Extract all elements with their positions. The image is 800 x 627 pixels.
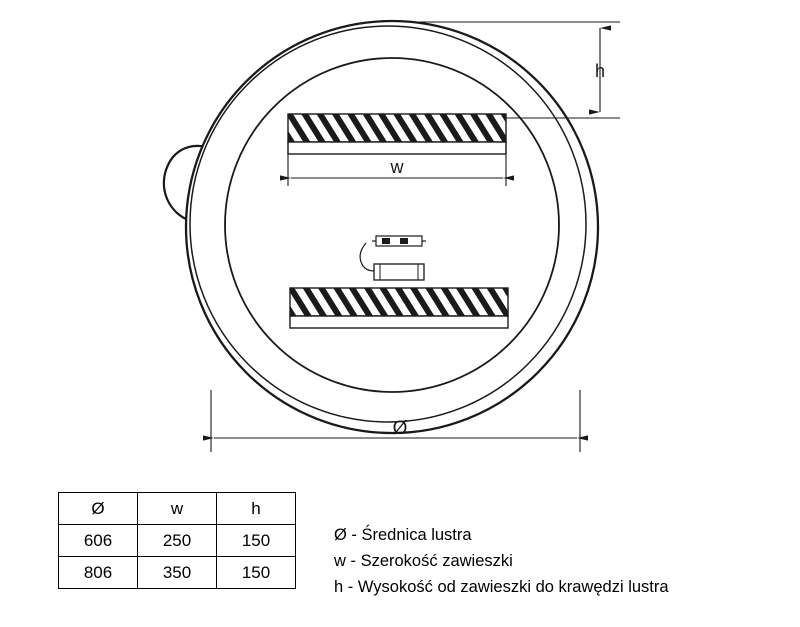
h-label: h bbox=[594, 61, 606, 81]
dimensions-table bbox=[58, 492, 296, 589]
top-strip-hatched bbox=[288, 114, 506, 142]
connector-pin-left bbox=[382, 238, 390, 244]
cell-height: 150 bbox=[217, 525, 296, 557]
driver-box bbox=[374, 264, 424, 280]
bottom-hanger-strip bbox=[290, 288, 508, 328]
connector-pin-right bbox=[400, 238, 408, 244]
w-label: w bbox=[390, 157, 404, 177]
diameter-label: Ø bbox=[392, 418, 408, 439]
legend-item-height: h - Wysokość od zawieszki do krawędzi lustra bbox=[334, 578, 669, 596]
mirror-body bbox=[164, 21, 598, 433]
table-row bbox=[59, 557, 296, 589]
cell-height: 150 bbox=[217, 557, 296, 589]
legend-item-diameter: Ø - Średnica lustra bbox=[334, 526, 472, 544]
cell-width: 350 bbox=[138, 557, 217, 589]
cell-diameter: 606 bbox=[59, 525, 138, 557]
cell-width: 250 bbox=[138, 525, 217, 557]
header-height: h bbox=[217, 493, 296, 525]
bottom-strip-base bbox=[290, 316, 508, 328]
header-diameter: Ø bbox=[59, 493, 138, 525]
mirror-outer-circle bbox=[186, 21, 598, 433]
cell-diameter: 806 bbox=[59, 557, 138, 589]
top-strip-base bbox=[288, 142, 506, 154]
table-header-row bbox=[59, 493, 296, 525]
table-row bbox=[59, 525, 296, 557]
legend-item-width: w - Szerokość zawieszki bbox=[334, 552, 513, 570]
top-hanger-strip bbox=[288, 114, 506, 154]
header-width: w bbox=[138, 493, 217, 525]
bottom-strip-hatched bbox=[290, 288, 508, 316]
legend bbox=[334, 522, 669, 600]
